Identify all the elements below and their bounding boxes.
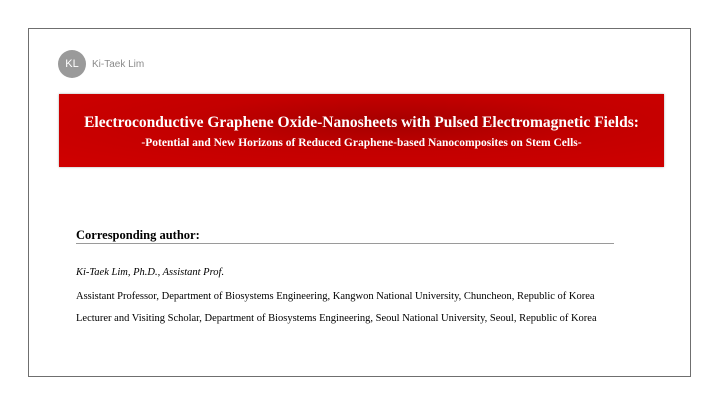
- avatar: KL: [58, 50, 86, 78]
- slide-subtitle: -Potential and New Horizons of Reduced Graphene-based Nanocomposites on Stem Cells-: [141, 137, 582, 149]
- section-divider: [76, 243, 614, 244]
- author-badge: [58, 50, 144, 78]
- slide-frame: [28, 28, 691, 377]
- title-banner: [59, 94, 664, 167]
- corresponding-author-heading: Corresponding author:: [76, 228, 200, 242]
- slide-title: Electroconductive Graphene Oxide-Nanosheets with Pulsed Electromagnetic Fields:: [84, 114, 639, 131]
- header-author-name: Ki-Taek Lim: [92, 58, 145, 70]
- affiliation-line: Assistant Professor, Department of Biosystems Engineering, Kangwon National University, Chuncheon, Republic of Korea: [76, 291, 595, 302]
- affiliation-line: Lecturer and Visiting Scholar, Department of Biosystems Engineering, Seoul National University, Seoul, Republic of Korea: [76, 313, 597, 324]
- corresponding-author-name: Ki-Taek Lim, Ph.D., Assistant Prof.: [76, 267, 225, 278]
